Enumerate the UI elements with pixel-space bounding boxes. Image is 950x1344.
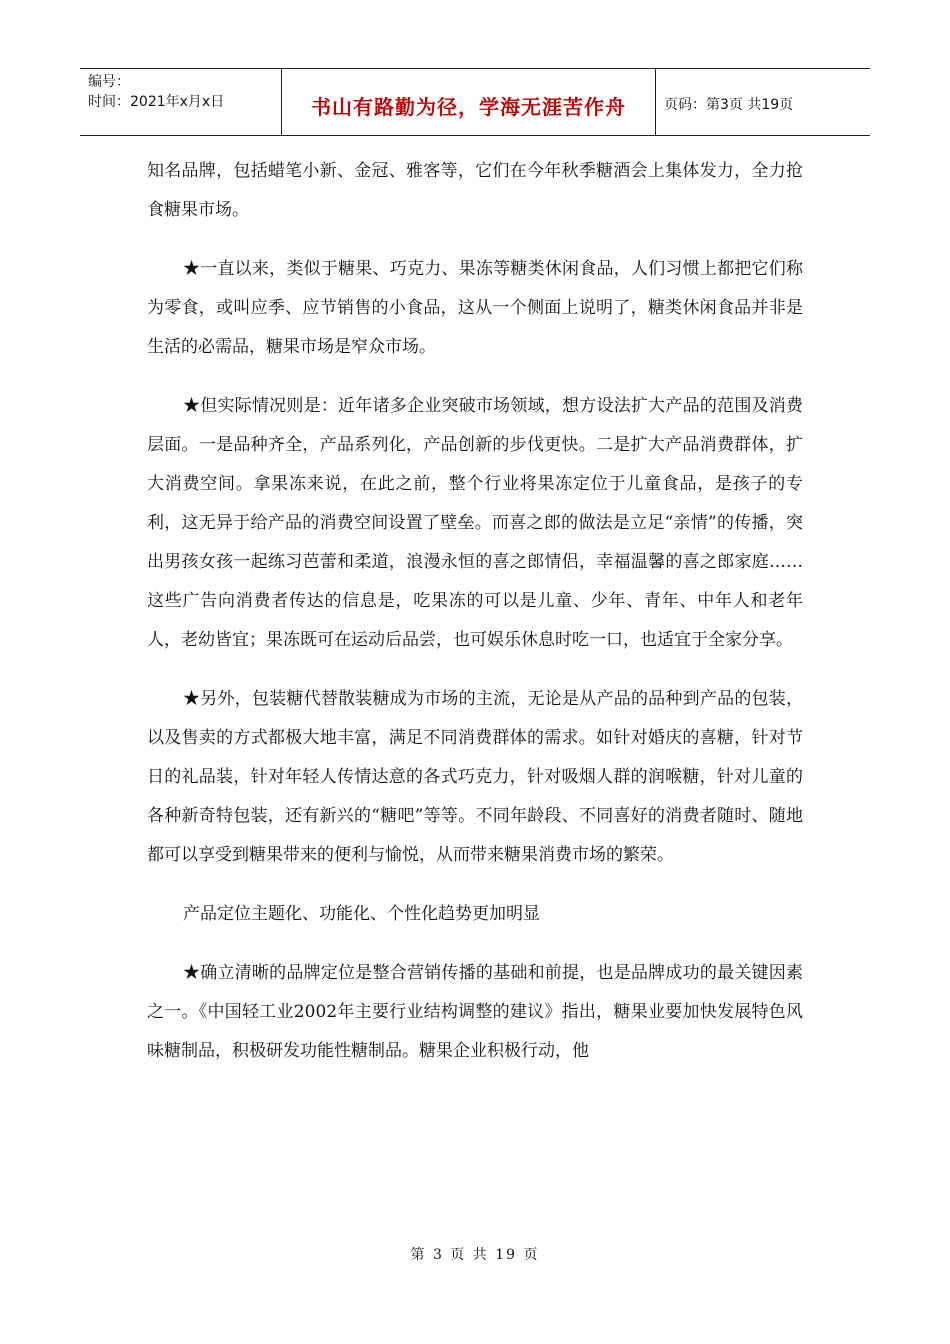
page-footer: 第 3 页 共 19 页 [410,1247,540,1263]
paragraph: ★确立清晰的品牌定位是整合营销传播的基础和前提，也是品牌成功的最关键因素之一。《中国轻工业2002年主要行业结构调整的建议》指出，糖果业要加快发展特色风味糖制品，积极研发功能性糖制品。糖果企业积极行动，他 [147,963,803,1061]
document-body [147,152,803,1091]
document-number: 编号： [88,74,130,90]
paragraph: 知名品牌，包括蜡笔小新、金冠、雅客等，它们在今年秋季糖酒会上集体发力，全力抢食糖果市场。 [147,161,803,220]
paragraph: ★另外，包装糖代替散装糖成为市场的主流，无论是从产品的品种到产品的包装，以及售卖的方式都极大地丰富，满足不同消费群体的需求。如针对婚庆的喜糖，针对节日的礼品装，针对年轻人传情达意的各式巧克力，针对吸烟人群的润喉糖，针对儿童的各种新奇特包装，还有新兴的“糖吧”等等。不同年龄段、不同喜好的消费者随时、随地都可以享受到糖果带来的便利与愉悦，从而带来糖果消费市场的繁荣。 [147,689,803,865]
header-motto: 书山有路勤为径，学海无涯苦作舟 [282,69,656,135]
paragraph: ★但实际情况则是：近年诸多企业突破市场领域，想方设法扩大产品的范围及消费层面。一是品种齐全，产品系列化，产品创新的步伐更快。二是扩大产品消费群体，扩大消费空间。拿果冻来说，在此之前，整个行业将果冻定位于儿童食品，是孩子的专利，这无异于给产品的消费空间设置了壁垒。而喜之郎的做法是立足“亲情”的传播，突出男孩女孩一起练习芭蕾和柔道，浪漫永恒的喜之郎情侣，幸福温馨的喜之郎家庭……这些广告向消费者传达的信息是，吃果冻的可以是儿童、少年、青年、中年人和老年人，老幼皆宜；果冻既可在运动后品尝，也可娱乐休息时吃一口，也适宜于全家分享。 [147,396,803,650]
document-header [80,68,870,136]
header-meta [80,69,282,135]
header-page-info: 页码：第3页 共19页 [664,97,794,113]
document-date: 时间：2021年x月x日 [88,94,225,110]
section-heading: 产品定位主题化、功能化、个性化趋势更加明显 [183,904,540,924]
paragraph: ★一直以来，类似于糖果、巧克力、果冻等糖类休闲食品，人们习惯上都把它们称为零食，或叫应季、应节销售的小食品，这从一个侧面上说明了，糖类休闲食品并非是生活的必需品，糖果市场是窄众市场。 [147,259,803,357]
